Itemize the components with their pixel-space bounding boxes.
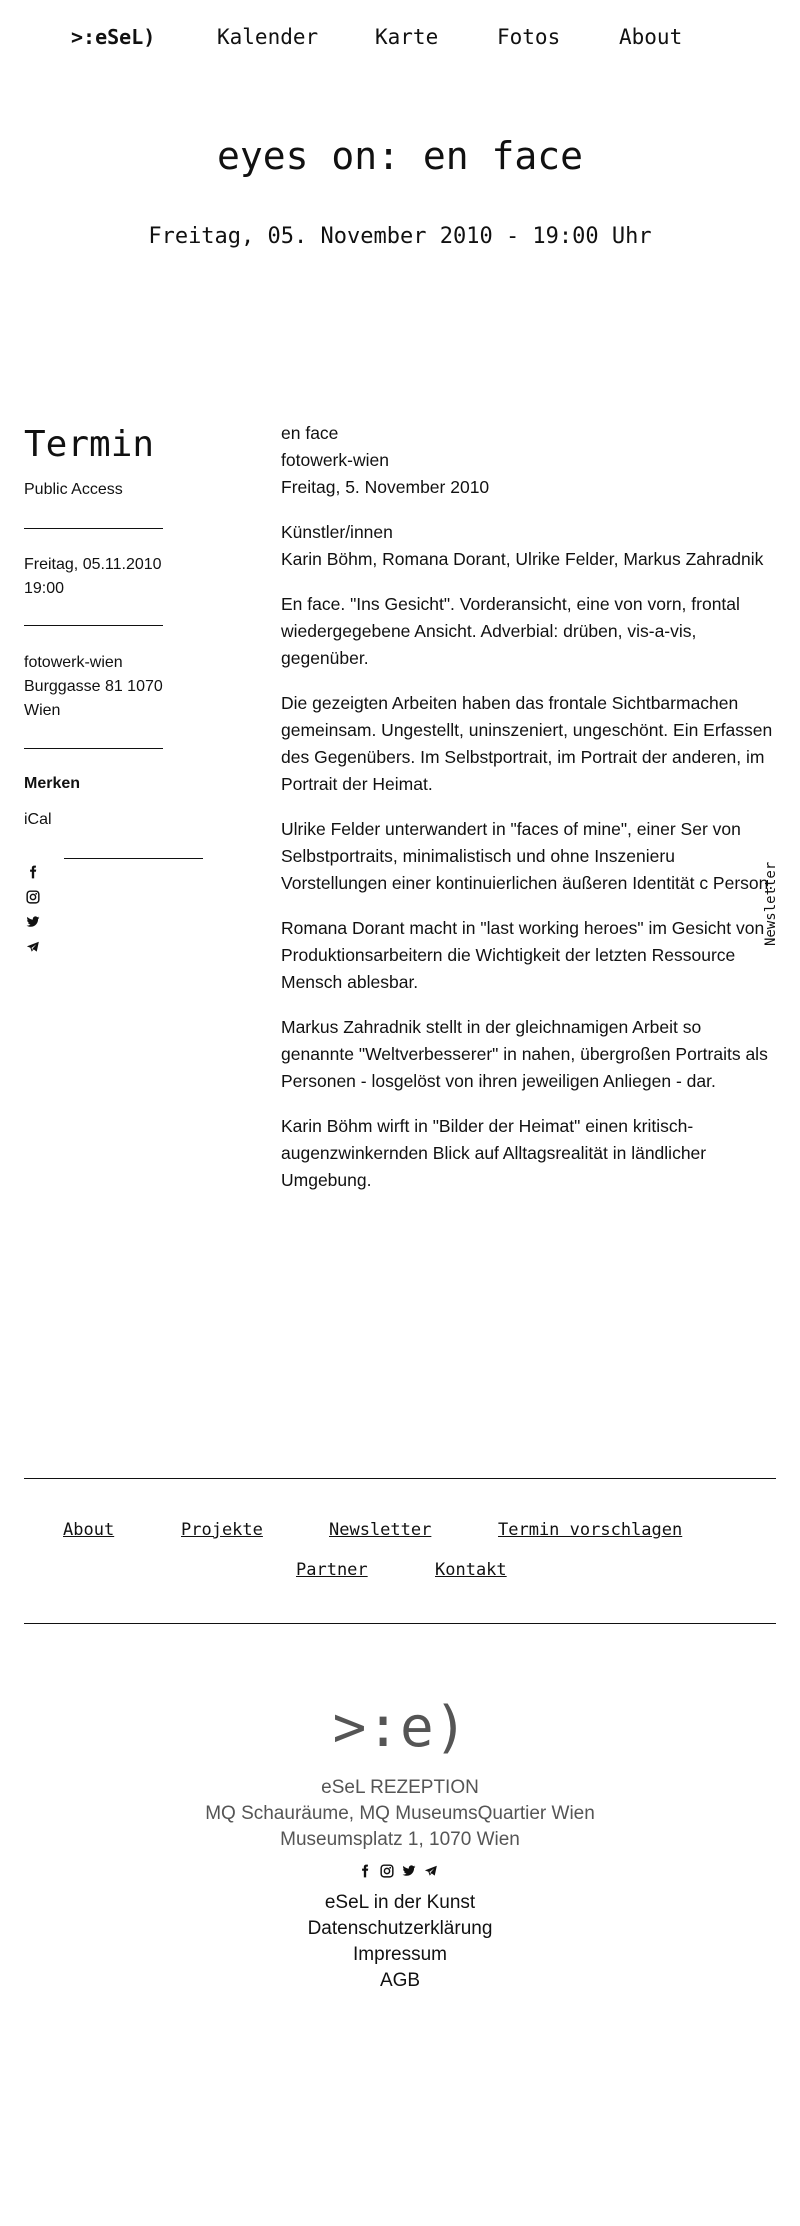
divider — [24, 528, 163, 529]
sidebar-heading: Termin — [24, 424, 155, 465]
event-location — [24, 651, 163, 723]
event-title: eyes on: en face — [216, 134, 584, 178]
event-description — [281, 420, 776, 1212]
footer-link-about[interactable]: About — [63, 1520, 115, 1540]
footer-address-location: MQ Schauräume, MQ MuseumsQuartier Wien — [205, 1803, 595, 1824]
twitter-icon[interactable] — [26, 915, 42, 931]
artists-list: Karin Böhm, Romana Dorant, Ulrike Felder, Markus Zahradnik — [281, 549, 764, 569]
artists-block — [281, 519, 776, 573]
ical-link[interactable]: iCal — [24, 811, 52, 828]
footer-link-esel-in-der-kunst[interactable]: eSeL in der Kunst — [324, 1892, 476, 1913]
event-date: Freitag, 05.11.2010 — [24, 556, 162, 573]
telegram-icon[interactable] — [26, 940, 42, 956]
footer-link-datenschutz[interactable]: Datenschutzerklärung — [307, 1918, 493, 1939]
summary-venue: fotowerk-wien — [281, 450, 389, 470]
nav-fotos[interactable]: Fotos — [497, 25, 561, 49]
brand-logo[interactable]: >:eSeL) — [71, 25, 156, 49]
event-date-line: Freitag, 05. November 2010 - 19:00 Uhr — [148, 224, 652, 249]
access-label: Public Access — [24, 481, 123, 498]
footer-social — [358, 1864, 448, 1882]
merken-heading: Merken — [24, 775, 81, 792]
paragraph: Ulrike Felder unterwandert in "faces of mine", einer Ser von Selbstportraits, minimalistisch und ohne Inszenieru Vorstellungen einer kontinuierlichen äußeren Identität c Person. — [281, 819, 774, 893]
footer-link-kontakt[interactable]: Kontakt — [435, 1560, 507, 1580]
footer-address-street: Museumsplatz 1, 1070 Wien — [280, 1829, 520, 1850]
event-sidebar — [24, 420, 164, 828]
divider — [24, 625, 163, 626]
telegram-icon[interactable] — [424, 1864, 440, 1880]
top-nav — [0, 22, 800, 52]
paragraph: Karin Böhm wirft in "Bilder der Heimat" einen kritisch-augenzwinkernden Blick auf Alltagsrealität in ländlicher Umgebung. — [281, 1116, 707, 1190]
facebook-icon[interactable] — [358, 1864, 374, 1880]
footer-link-impressum[interactable]: Impressum — [353, 1944, 447, 1965]
paragraph: Romana Dorant macht in "last working heroes" im Gesicht von Produktionsarbeitern die Wichtigkeit der letzten Ressource Mensch ablesbar. — [281, 918, 765, 992]
paragraph: En face. "Ins Gesicht". Vorderansicht, eine von vorn, frontal wiedergegebene Ansicht. Adverbial: drüben, vis-a-vis, gegenüber. — [281, 594, 740, 668]
divider — [24, 748, 163, 749]
footer-link-partner[interactable]: Partner — [296, 1560, 368, 1580]
footer-link-projekte[interactable]: Projekte — [181, 1520, 263, 1540]
footer-link-termin-vorschlagen[interactable]: Termin vorschlagen — [498, 1520, 683, 1540]
footer-address-name: eSeL REZEPTION — [321, 1777, 479, 1798]
footer-divider — [24, 1623, 776, 1624]
divider — [64, 858, 203, 859]
nav-karte[interactable]: Karte — [375, 25, 439, 49]
summary-title: en face — [281, 423, 339, 443]
facebook-icon[interactable] — [26, 865, 42, 881]
instagram-icon[interactable] — [380, 1864, 396, 1880]
footer-link-agb[interactable]: AGB — [379, 1970, 421, 1991]
event-datetime — [24, 553, 162, 601]
nav-kalender[interactable]: Kalender — [217, 25, 319, 49]
instagram-icon[interactable] — [26, 890, 42, 906]
footer-logo[interactable]: >:e) — [332, 1695, 468, 1760]
artists-label: Künstler/innen — [281, 522, 393, 542]
venue-street: Burggasse 81 1070 — [24, 678, 163, 695]
event-time: 19:00 — [24, 580, 65, 597]
paragraph: Die gezeigten Arbeiten haben das frontale Sichtbarmachen gemeinsam. Ungestellt, uninszeniert, ungeschönt. Ein Erfassen des Gegenübers. Im Selbstportrait, im Portrait der anderen, im Portrait der Heimat. — [281, 693, 773, 794]
footer-link-newsletter[interactable]: Newsletter — [329, 1520, 432, 1540]
footer-divider — [24, 1478, 776, 1479]
venue-city: Wien — [24, 702, 61, 719]
twitter-icon[interactable] — [402, 1864, 418, 1880]
event-summary — [281, 420, 776, 501]
venue-name: fotowerk-wien — [24, 654, 123, 671]
paragraph: Markus Zahradnik stellt in der gleichnamigen Arbeit so genannte "Weltverbesserer" in nahen, übergroßen Portraits als Personen - losgelöst von ihren jeweiligen Anliegen - dar. — [281, 1017, 768, 1091]
newsletter-tab[interactable]: Newsletter — [763, 861, 779, 946]
summary-date: Freitag, 5. November 2010 — [281, 477, 490, 497]
nav-about[interactable]: About — [619, 25, 683, 49]
